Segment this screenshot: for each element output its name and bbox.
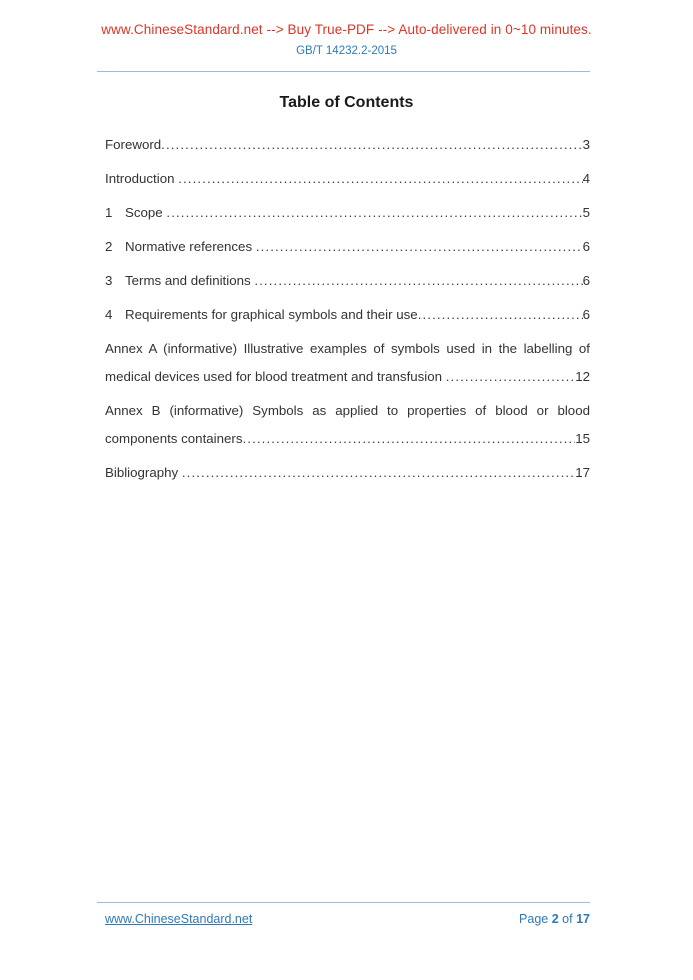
toc-entry-label: Foreword bbox=[105, 137, 162, 152]
toc-entry-number: 4 bbox=[105, 307, 113, 322]
toc-entry bbox=[105, 137, 590, 152]
toc-row bbox=[105, 465, 590, 480]
dot-leader bbox=[161, 137, 582, 152]
toc-row bbox=[105, 273, 590, 288]
toc-entry-label: Bibliography bbox=[105, 465, 182, 480]
header-rule bbox=[97, 71, 590, 72]
footer-row bbox=[97, 903, 590, 926]
dot-leader bbox=[182, 465, 575, 480]
toc-entry-page: 3 bbox=[582, 137, 590, 152]
dot-leader bbox=[178, 171, 582, 186]
toc-entry bbox=[105, 205, 590, 220]
toc-entry-line1: Annex A (informative) Illustrative examples of symbols used in the labelling of bbox=[105, 341, 590, 356]
page-header bbox=[0, 0, 693, 72]
toc-entry-page: 6 bbox=[582, 239, 590, 254]
toc-list bbox=[105, 137, 590, 480]
toc-entry-label: Introduction bbox=[105, 171, 179, 186]
toc-row bbox=[105, 137, 590, 152]
page-indicator-middle: of bbox=[562, 912, 573, 926]
toc-entry-page: 12 bbox=[575, 369, 590, 384]
toc-row bbox=[105, 307, 590, 322]
dot-leader bbox=[242, 431, 575, 446]
toc-entry-label: medical devices used for blood treatment and transfusion bbox=[105, 369, 446, 384]
toc-entry-page: 15 bbox=[575, 431, 590, 446]
toc-entry bbox=[105, 307, 590, 322]
page-indicator-current: 2 bbox=[551, 912, 559, 926]
page-indicator-prefix: Page bbox=[519, 912, 549, 926]
toc-row bbox=[105, 369, 590, 384]
dot-leader bbox=[256, 239, 583, 254]
toc-entry bbox=[105, 171, 590, 186]
toc-row bbox=[105, 205, 590, 220]
toc-entry-page: 6 bbox=[582, 307, 590, 322]
toc-row bbox=[105, 171, 590, 186]
toc-entry-line1: Annex B (informative) Symbols as applied to properties of blood or blood bbox=[105, 403, 590, 418]
toc-entry bbox=[105, 341, 590, 384]
toc-entry-page: 4 bbox=[582, 171, 590, 186]
standard-code: GB/T 14232.2-2015 bbox=[296, 45, 397, 57]
dot-leader bbox=[446, 369, 575, 384]
page-indicator bbox=[519, 912, 590, 926]
toc-entry-number: 2 bbox=[105, 239, 113, 254]
page-indicator-total: 17 bbox=[576, 912, 590, 926]
toc-entry-page: 17 bbox=[575, 465, 590, 480]
dot-leader bbox=[418, 307, 583, 322]
toc-entry bbox=[105, 239, 590, 254]
toc-entry-label: Terms and definitions bbox=[125, 273, 255, 288]
toc-row bbox=[105, 239, 590, 254]
footer-website-link[interactable]: www.ChineseStandard.net bbox=[105, 912, 253, 926]
dot-leader bbox=[254, 273, 582, 288]
toc-row bbox=[105, 431, 590, 446]
page-title: Table of Contents bbox=[279, 94, 414, 111]
toc-entry-label: components containers bbox=[105, 431, 243, 446]
toc-entry bbox=[105, 403, 590, 446]
page-footer bbox=[97, 902, 590, 926]
toc-entry-number: 3 bbox=[105, 273, 113, 288]
toc-entry bbox=[105, 465, 590, 480]
toc-entry-label: Requirements for graphical symbols and their use bbox=[125, 307, 418, 322]
toc-entry-number: 1 bbox=[105, 205, 113, 220]
toc-entry-label: Normative references bbox=[125, 239, 256, 254]
toc-entry-label: Scope bbox=[125, 205, 167, 220]
dot-leader bbox=[166, 205, 582, 220]
toc-entry-page: 6 bbox=[582, 273, 590, 288]
promo-banner: www.ChineseStandard.net --> Buy True-PDF --> Auto-delivered in 0~10 minutes. bbox=[101, 22, 592, 37]
toc-entry bbox=[105, 273, 590, 288]
toc-entry-page: 5 bbox=[582, 205, 590, 220]
